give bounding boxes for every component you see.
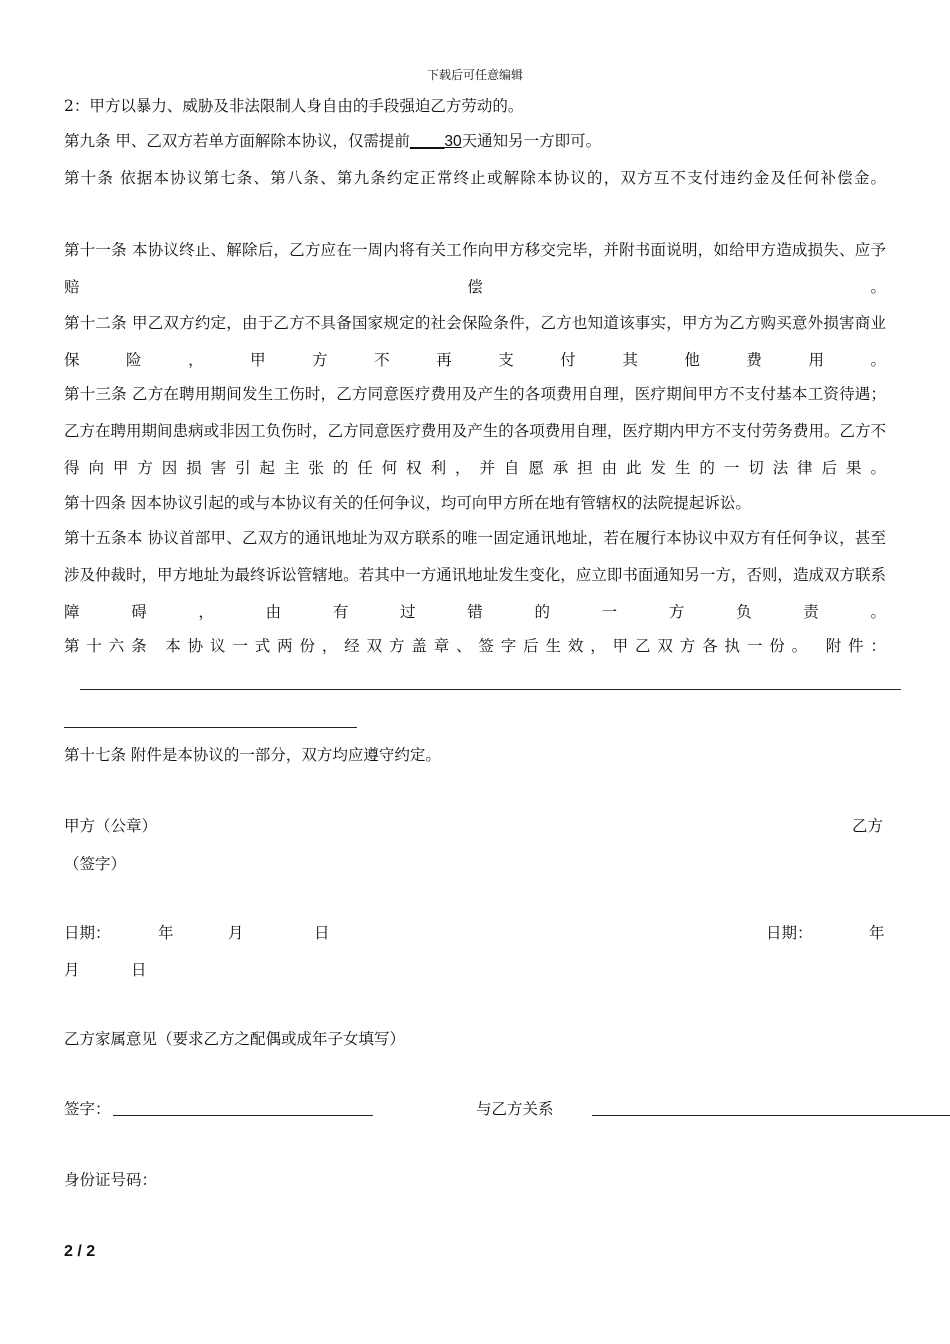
clause-15: 第十五条本 协议首部甲、乙双方的通讯地址为双方联系的唯一固定通讯地址，若在履行本协议中双方有任何争议，甚至涉及仲裁时，甲方地址为最终诉讼管辖地。若其中一方通讯地址发生变化，应立即书面通知另一方，否则，造成双方联系障碍，由有过错的一方负责。 — [64, 529, 886, 621]
party-a-date-label: 日期： — [64, 924, 111, 942]
clause-12: 第十二条 甲乙双方约定，由于乙方不具备国家规定的社会保险条件，乙方也知道该事实，甲方为乙方购买意外损害商业保险，甲方不再支付其他费用。 — [64, 314, 886, 369]
party-b-month: 月 — [64, 961, 80, 979]
party-a-year: 年 — [158, 924, 174, 942]
clause-9-prefix: 第九条 甲、乙双方若单方面解除本协议，仅需提前 — [64, 132, 410, 150]
clause-9-suffix: 天通知另一方即可。 — [461, 132, 602, 150]
relation-label: 与乙方关系 — [476, 1100, 554, 1118]
clause-14: 第十四条 因本协议引起的或与本协议有关的任何争议，均可向甲方所在地有管辖权的法院提起诉讼。 — [64, 494, 751, 512]
party-b-label: 乙方 — [852, 817, 884, 835]
id-number-label: 身份证号码： — [64, 1171, 158, 1189]
attachment-line-2 — [64, 727, 357, 728]
party-a-month: 月 — [228, 924, 244, 942]
party-b-date-label: 日期： — [766, 924, 813, 942]
page-header: 下载后可任意编辑 — [426, 68, 523, 82]
clause-16: 第十六条 本协议一式两份，经双方盖章、签字后生效，甲乙双方各执一份。 附件： — [64, 637, 886, 655]
family-sign-line[interactable] — [113, 1115, 373, 1116]
family-opinion-title: 乙方家属意见（要求乙方之配偶或成年子女填写） — [64, 1030, 406, 1048]
clause-8-item-2: 2：甲方以暴力、威胁及非法限制人身自由的手段强迫乙方劳动的。 — [64, 97, 524, 115]
party-b-sign-label: （签字） — [64, 855, 127, 873]
attachment-line-1 — [80, 689, 901, 690]
family-sign-label: 签字： — [64, 1100, 111, 1118]
clause-9 — [64, 123, 886, 160]
party-b-day: 日 — [131, 961, 147, 979]
clause-11: 第十一条 本协议终止、解除后，乙方应在一周内将有关工作向甲方移交完毕，并附书面说明，如给甲方造成损失、应予赔偿。 — [64, 241, 886, 296]
clause-10: 第十条 依据本协议第七条、第八条、第九条约定正常终止或解除本协议的，双方互不支付违约金及任何补偿金。 — [64, 169, 886, 187]
party-a-seal-label: 甲方（公章） — [64, 817, 158, 835]
page-number: 2 / 2 — [64, 1243, 96, 1260]
clause-13: 第十三条 乙方在聘用期间发生工伤时，乙方同意医疗费用及产生的各项费用自理，医疗期间甲方不支付基本工资待遇；乙方在聘用期间患病或非因工负伤时，乙方同意医疗费用及产生的各项费用自理，医疗期内甲方不支付劳务费用。乙方不得向甲方因损害引起主张的任何权利，并自愿承担由此发生的一切法律后果。 — [64, 385, 886, 477]
party-a-day: 日 — [314, 924, 330, 942]
party-b-year: 年 — [869, 924, 885, 942]
clause-17: 第十七条 附件是本协议的一部分，双方均应遵守约定。 — [64, 746, 441, 764]
relation-line[interactable] — [592, 1115, 950, 1116]
clause-9-days: ____30 — [409, 133, 462, 150]
